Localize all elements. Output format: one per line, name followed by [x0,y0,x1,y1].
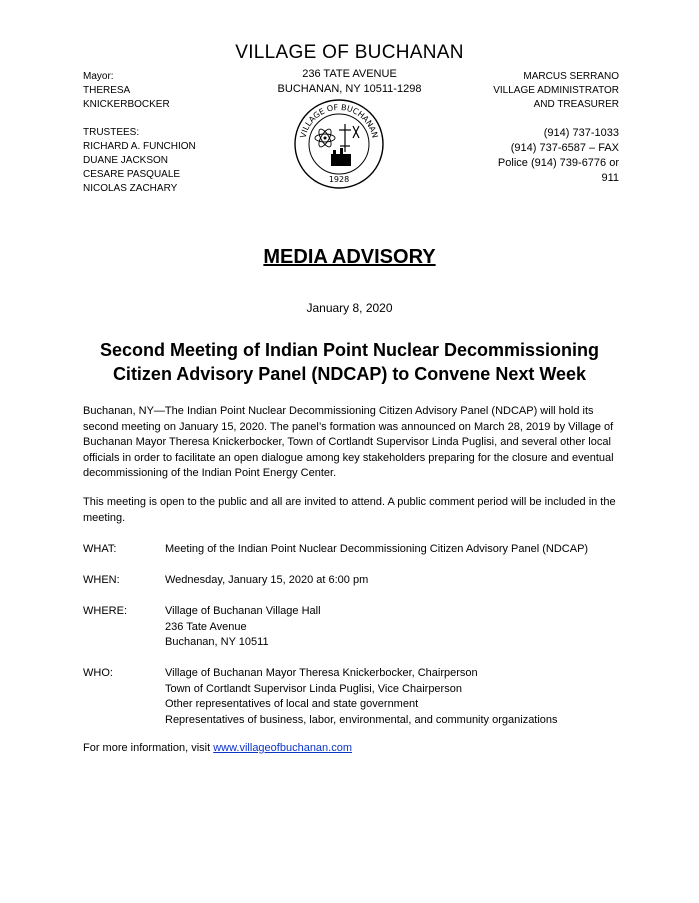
trustee-name: RICHARD A. FUNCHION [83,141,196,152]
administrator-title-1: VILLAGE ADMINISTRATOR [493,85,619,96]
what-label: WHAT: [83,543,117,555]
who-line: Other representatives of local and state government [165,698,419,710]
trustee-name: NICOLAS ZACHARY [83,183,178,194]
administrator-title-2: AND TREASURER [533,99,619,110]
fax-number: (914) 737-6587 – FAX [510,142,619,154]
seal-year: 1928 [328,175,350,184]
officials-list [83,70,196,196]
police-number: Police (914) 739-6776 or [497,157,619,169]
seal-text: VILLAGE OF BUCHANAN [298,102,380,139]
who-value [165,666,625,728]
more-info [83,742,352,754]
headline [60,338,639,386]
mayor-last-name: KNICKERBOCKER [83,99,170,110]
where-value [165,604,625,651]
where-line: 236 Tate Avenue [165,620,247,633]
phone-number: (914) 737-1033 [543,127,619,139]
mayor-first-name: THERESA [83,85,131,96]
what-value: Meeting of the Indian Point Nuclear Decommissioning Citizen Advisory Panel (NDCAP) [165,543,589,555]
trustees-label: TRUSTEES: [83,127,140,138]
administrator-name: MARCUS SERRANO [523,71,619,82]
who-label: WHO: [83,667,113,679]
headline-line-1: Second Meeting of Indian Point Nuclear Decommissioning [99,340,600,360]
when-value: Wednesday, January 15, 2020 at 6:00 pm [165,574,369,586]
administrator-contact [493,70,619,186]
website-link[interactable]: www.villageofbuchanan.com [213,742,353,754]
mayor-label: Mayor: [83,71,114,82]
advisory-title: MEDIA ADVISORY [263,246,436,268]
who-line: Village of Buchanan Mayor Theresa Knickerbocker, Chairperson [165,667,478,679]
trustee-name: CESARE PASQUALE [83,169,181,180]
police-emergency: 911 [601,172,619,184]
who-line: Town of Cortlandt Supervisor Linda Puglisi, Vice Chairperson [165,682,462,695]
when-label: WHEN: [83,574,120,586]
intro-paragraph: Buchanan, NY—The Indian Point Nuclear Decommissioning Citizen Advisory Panel (NDCAP) will hold its second meeting on January 15, 2020. The panel’s formation was announced on March 28, 2019 by Village of Buchanan Mayor Theresa Knickerbocker, Town of Cortlandt Supervisor Linda Puglisi, and several other local officials in order to facilitate an open dialogue among key stakeholders preparing for the closure and eventual decommissioning of the Indian Point Energy Center. [83,405,614,479]
village-name: VILLAGE OF BUCHANAN [235,42,464,63]
advisory-date: January 8, 2020 [306,301,393,315]
where-label: WHERE: [83,605,127,617]
headline-line-2: Citizen Advisory Panel (NDCAP) to Convene Next Week [112,364,587,384]
where-line: Village of Buchanan Village Hall [165,605,321,617]
address-line-1: 236 TATE AVENUE [302,68,397,80]
public-paragraph: This meeting is open to the public and all are invited to attend. A public comment period will be included in the meeting. [83,496,616,524]
address-line-2: BUCHANAN, NY 10511-1298 [277,83,422,95]
village-seal-icon [293,98,385,190]
where-line: Buchanan, NY 10511 [165,636,269,648]
more-info-text: For more information, visit [83,742,214,754]
who-line: Representatives of business, labor, environmental, and community organizations [165,713,558,726]
trustee-name: DUANE JACKSON [83,155,169,166]
